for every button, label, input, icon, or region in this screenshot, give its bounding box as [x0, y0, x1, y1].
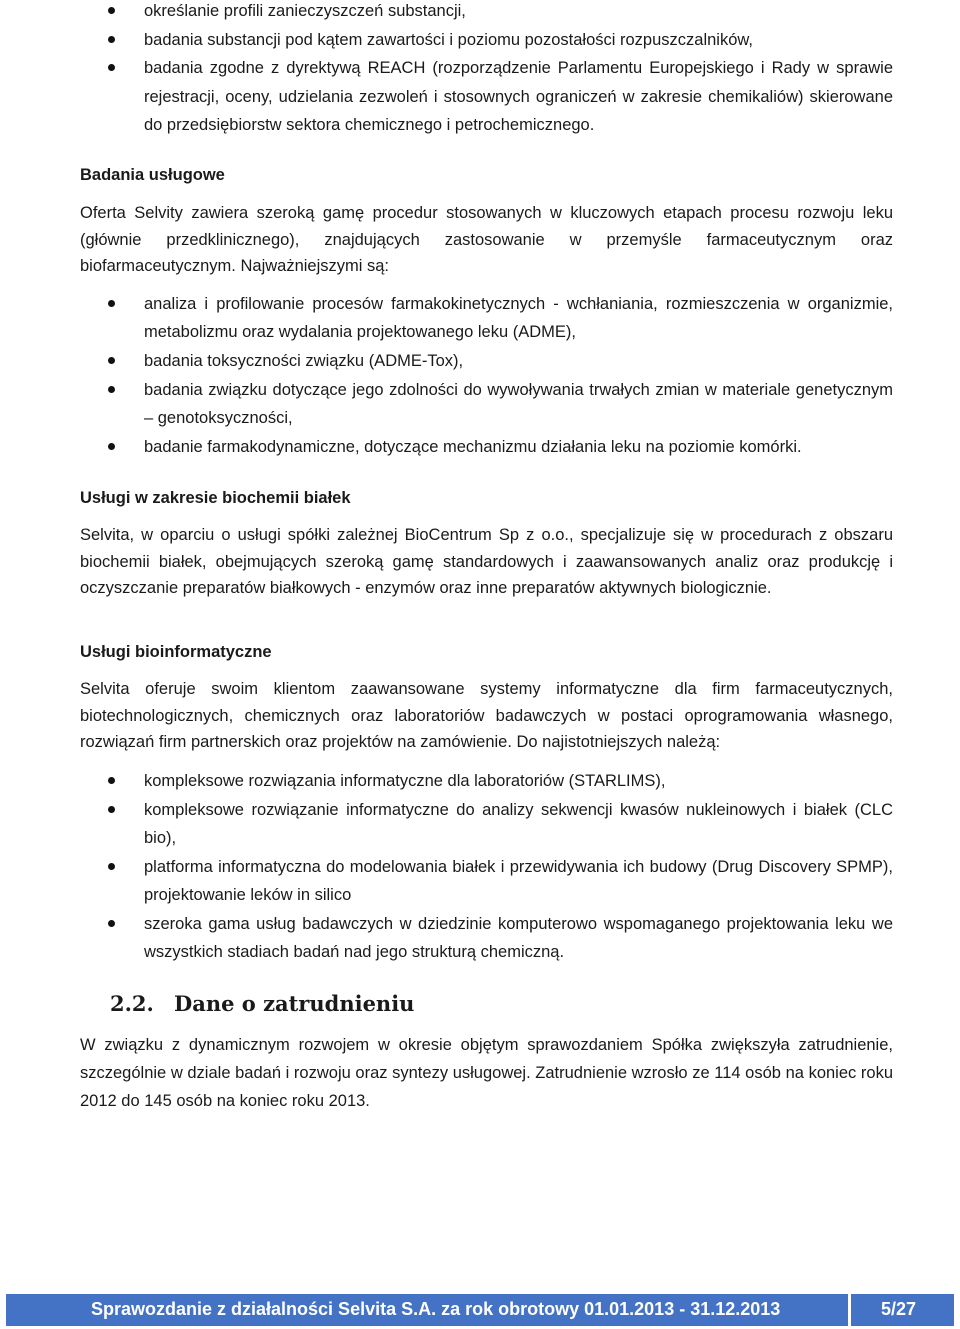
bullet-icon [108, 7, 115, 14]
top-bullet-list [80, 0, 893, 140]
list-item: określanie profili zanieczyszczeń substancji, [80, 0, 893, 26]
list-item: kompleksowe rozwiązanie informatyczne do analizy sekwencji kwasów nukleinowych i białek (CLC bio), [80, 796, 893, 852]
bullet-icon [108, 357, 115, 364]
bullet-icon [108, 300, 115, 307]
paragraph-zatrudnienie: W związku z dynamicznym rozwojem w okresie objętym sprawozdaniem Spółka zwiększyła zatrudnienie, szczególnie w dziale badań i rozwoju oraz syntezy usługowej. Zatrudnienie wzrosło ze 114 osób na koniec roku 2012 do 145 osób na koniec roku 2013. [80, 1036, 893, 1110]
paragraph-biochemia: Selvita, w oparciu o usługi spółki zależnej BioCentrum Sp z o.o., specjalizuje się w procedurach z obszaru biochemii białek, obejmujących szeroką gamę standardowych i zaawansowanych analiz oraz produkcję i oczyszczanie preparatów białkowych - enzymów oraz inne preparatów aktywnych biologicznie. [80, 526, 893, 597]
bullet-icon [108, 777, 115, 784]
list-item: badania substancji pod kątem zawartości i poziomu pozostałości rozpuszczalników, [80, 26, 893, 55]
list-item: szeroka gama usług badawczych w dziedzinie komputerowo wspomaganego projektowania leku we wszystkich stadiach badań nad jego strukturą chemiczną. [80, 910, 893, 966]
footer-divider [848, 1294, 851, 1326]
bullet-icon [108, 36, 115, 43]
section-heading-bioinformatyczne: Usługi bioinformatyczne [80, 643, 272, 661]
list-item: badania związku dotyczące jego zdolności do wywoływania trwałych zmian w materiale genetycznym – genotoksyczności, [80, 376, 893, 432]
list-item: platforma informatyczna do modelowania białek i przewidywania ich budowy (Drug Discovery SPMP), projektowanie leków in silico [80, 853, 893, 909]
bullet-icon [108, 806, 115, 813]
footer-title: Sprawozdanie z działalności Selvita S.A. za rok obrotowy 01.01.2013 - 31.12.2013 [91, 1299, 781, 1319]
bullet-icon [108, 863, 115, 870]
section-heading-badania: Badania usługowe [80, 166, 225, 184]
list-item: kompleksowe rozwiązania informatyczne dla laboratoriów (STARLIMS), [80, 767, 893, 795]
bullet-icon [108, 386, 115, 393]
section-heading-biochemia: Usługi w zakresie biochemii białek [80, 489, 351, 507]
bioinformatyczne-bullet-list [80, 767, 893, 966]
paragraph-badania: Oferta Selvity zawiera szeroką gamę procedur stosowanych w kluczowych etapach procesu rozwoju leku (głównie przedklinicznego), znajdujących zastosowanie w przemyśle farmaceutycznym oraz biofarmaceutycznym. Najważniejszymi są: [80, 204, 893, 275]
bullet-icon [108, 920, 115, 927]
list-item: badania toksyczności związku (ADME-Tox), [80, 347, 893, 375]
section-title: Dane o zatrudnieniu [174, 991, 415, 1016]
section-number: 2.2. [110, 991, 154, 1016]
badania-bullet-list [80, 290, 893, 462]
list-item: badanie farmakodynamiczne, dotyczące mechanizmu działania leku na poziomie komórki. [80, 433, 893, 461]
page-number: 5/27 [881, 1299, 917, 1319]
list-item: badania zgodne z dyrektywą REACH (rozporządzenie Parlamentu Europejskiego i Rady w sprawie rejestracji, oceny, udzielania zezwoleń i stosownych ograniczeń w zakresie chemikaliów) skierowane do przedsiębiorstw sektora chemicznego i petrochemicznego. [80, 54, 893, 140]
list-item: analiza i profilowanie procesów farmakokinetycznych - wchłaniania, rozmieszczenia w organizmie, metabolizmu oraz wydalania projektowanego leku (ADME), [80, 290, 893, 346]
paragraph-bioinformatyczne: Selvita oferuje swoim klientom zaawansowane systemy informatyczne dla firm farmaceutycznych, biotechnologicznych, chemicznych oraz laboratoriów badawczych w postaci oprogramowania własnego, rozwiązań firm partnerskich oraz projektów na zamówienie. Do najistotniejszych należą: [80, 680, 893, 751]
bullet-icon [108, 443, 115, 450]
page-footer [6, 1294, 954, 1326]
bullet-icon [108, 64, 115, 71]
section-heading-zatrudnienie [80, 989, 414, 1019]
